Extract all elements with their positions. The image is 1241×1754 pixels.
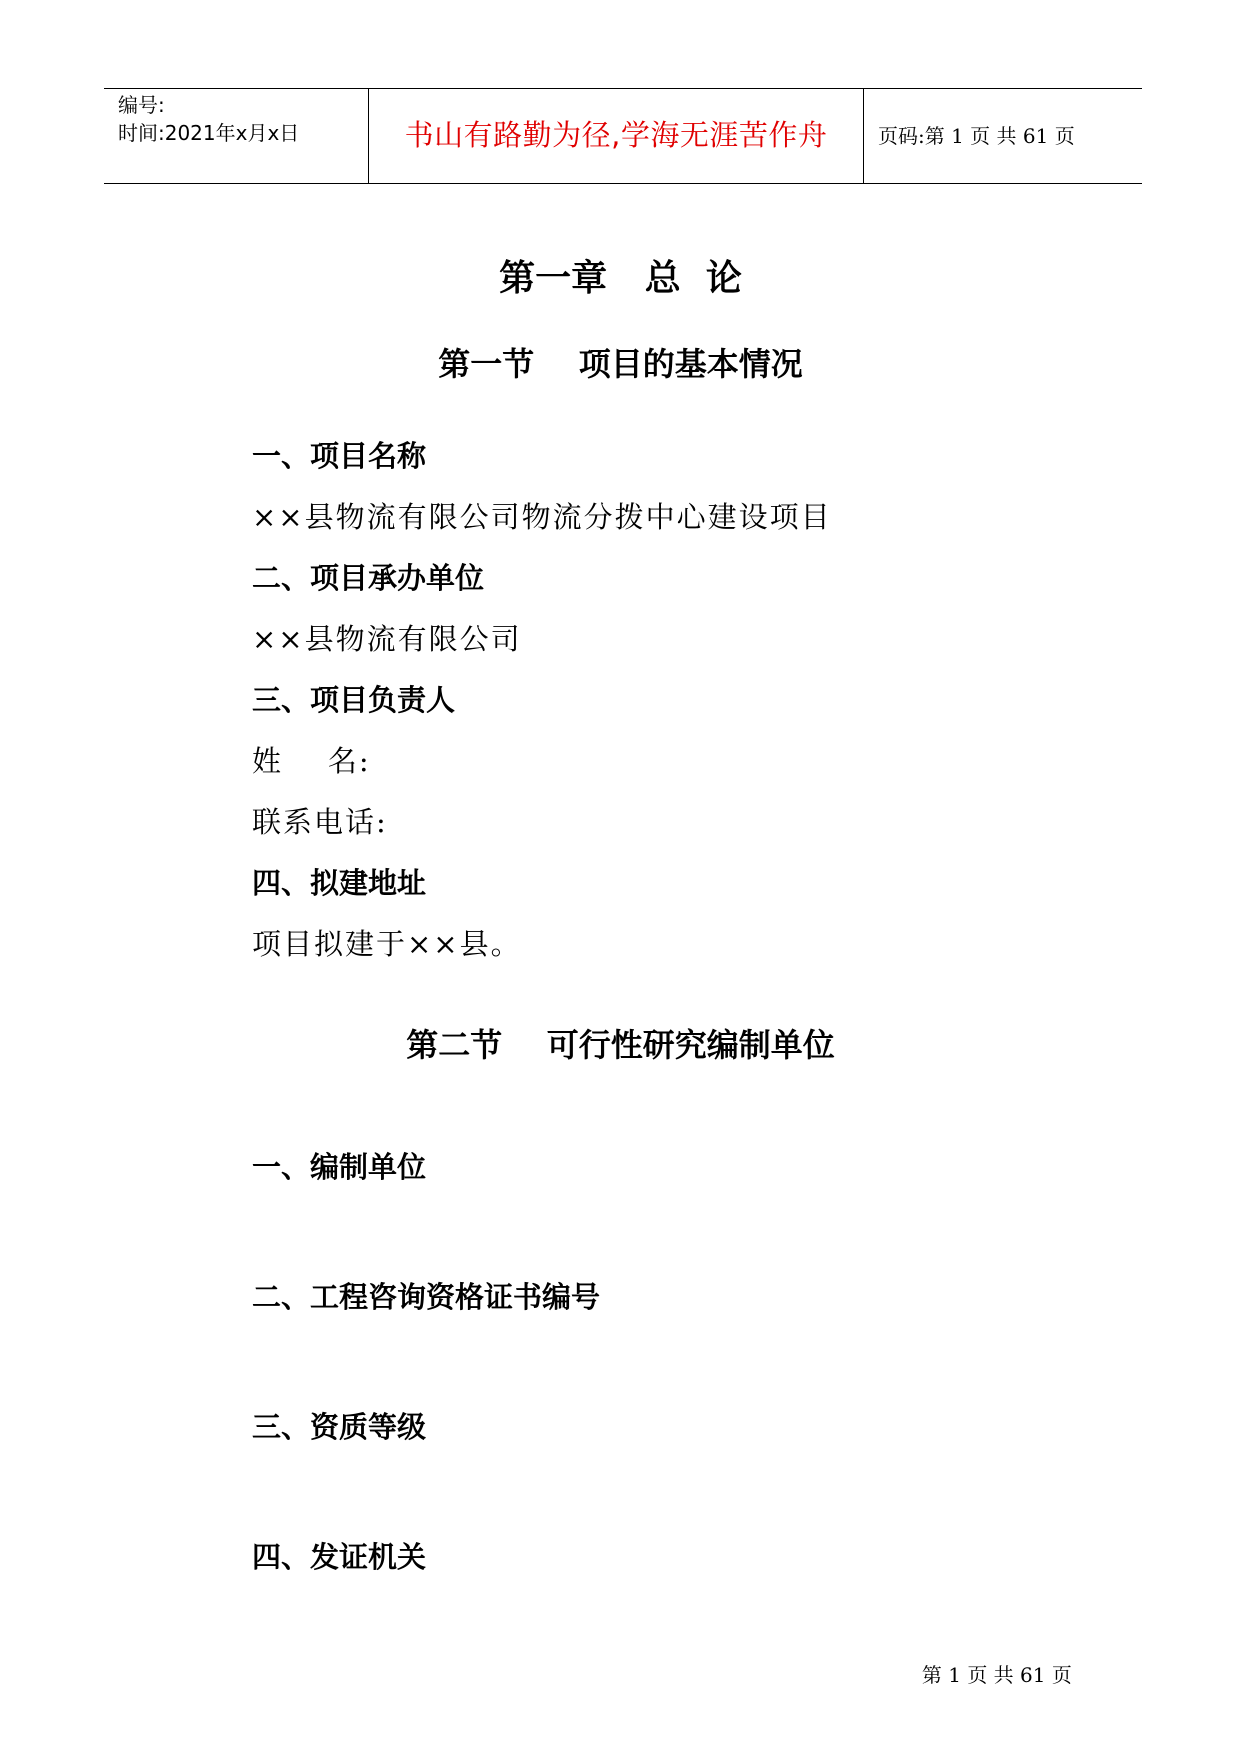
section2-item-heading: 三、资质等级 bbox=[252, 1410, 427, 1444]
document-number-label: 编号: bbox=[118, 93, 165, 117]
section2-item-heading: 四、发证机关 bbox=[252, 1540, 427, 1574]
organizer-text: ××县物流有限公司 bbox=[252, 622, 522, 656]
responsible-name-label: 姓 名: bbox=[252, 744, 371, 778]
header-meta-cell bbox=[104, 89, 369, 183]
footer-page-number: 第 1 页 共 61 页 bbox=[921, 1663, 1072, 1687]
header-motto-cell bbox=[369, 89, 864, 183]
chapter-title: 第一章 总 论 bbox=[499, 257, 742, 299]
project-name-text: ××县物流有限公司物流分拨中心建设项目 bbox=[252, 500, 832, 534]
header-motto: 书山有路勤为径,学海无涯苦作舟 bbox=[404, 118, 828, 152]
header-page-info: 页码:第 1 页 共 61 页 bbox=[878, 124, 1075, 148]
contact-phone-label: 联系电话: bbox=[252, 805, 388, 839]
header-page-cell bbox=[864, 89, 1142, 183]
section-title-1: 第一节 项目的基本情况 bbox=[438, 345, 803, 383]
section2-item-heading: 一、编制单位 bbox=[252, 1150, 427, 1184]
section1-item-heading: 一、项目名称 bbox=[252, 439, 427, 473]
document-header bbox=[104, 88, 1142, 184]
address-text: 项目拟建于××县。 bbox=[252, 927, 522, 961]
page-footer bbox=[0, 1636, 1241, 1688]
section2-item-heading: 二、工程咨询资格证书编号 bbox=[252, 1280, 601, 1314]
section-title-2: 第二节 可行性研究编制单位 bbox=[406, 1026, 835, 1064]
section1-item-heading: 二、项目承办单位 bbox=[252, 561, 485, 595]
section1-item-heading: 三、项目负责人 bbox=[252, 683, 456, 717]
document-date: 时间:2021年x月x日 bbox=[118, 121, 300, 145]
section1-item-heading: 四、拟建地址 bbox=[252, 866, 427, 900]
